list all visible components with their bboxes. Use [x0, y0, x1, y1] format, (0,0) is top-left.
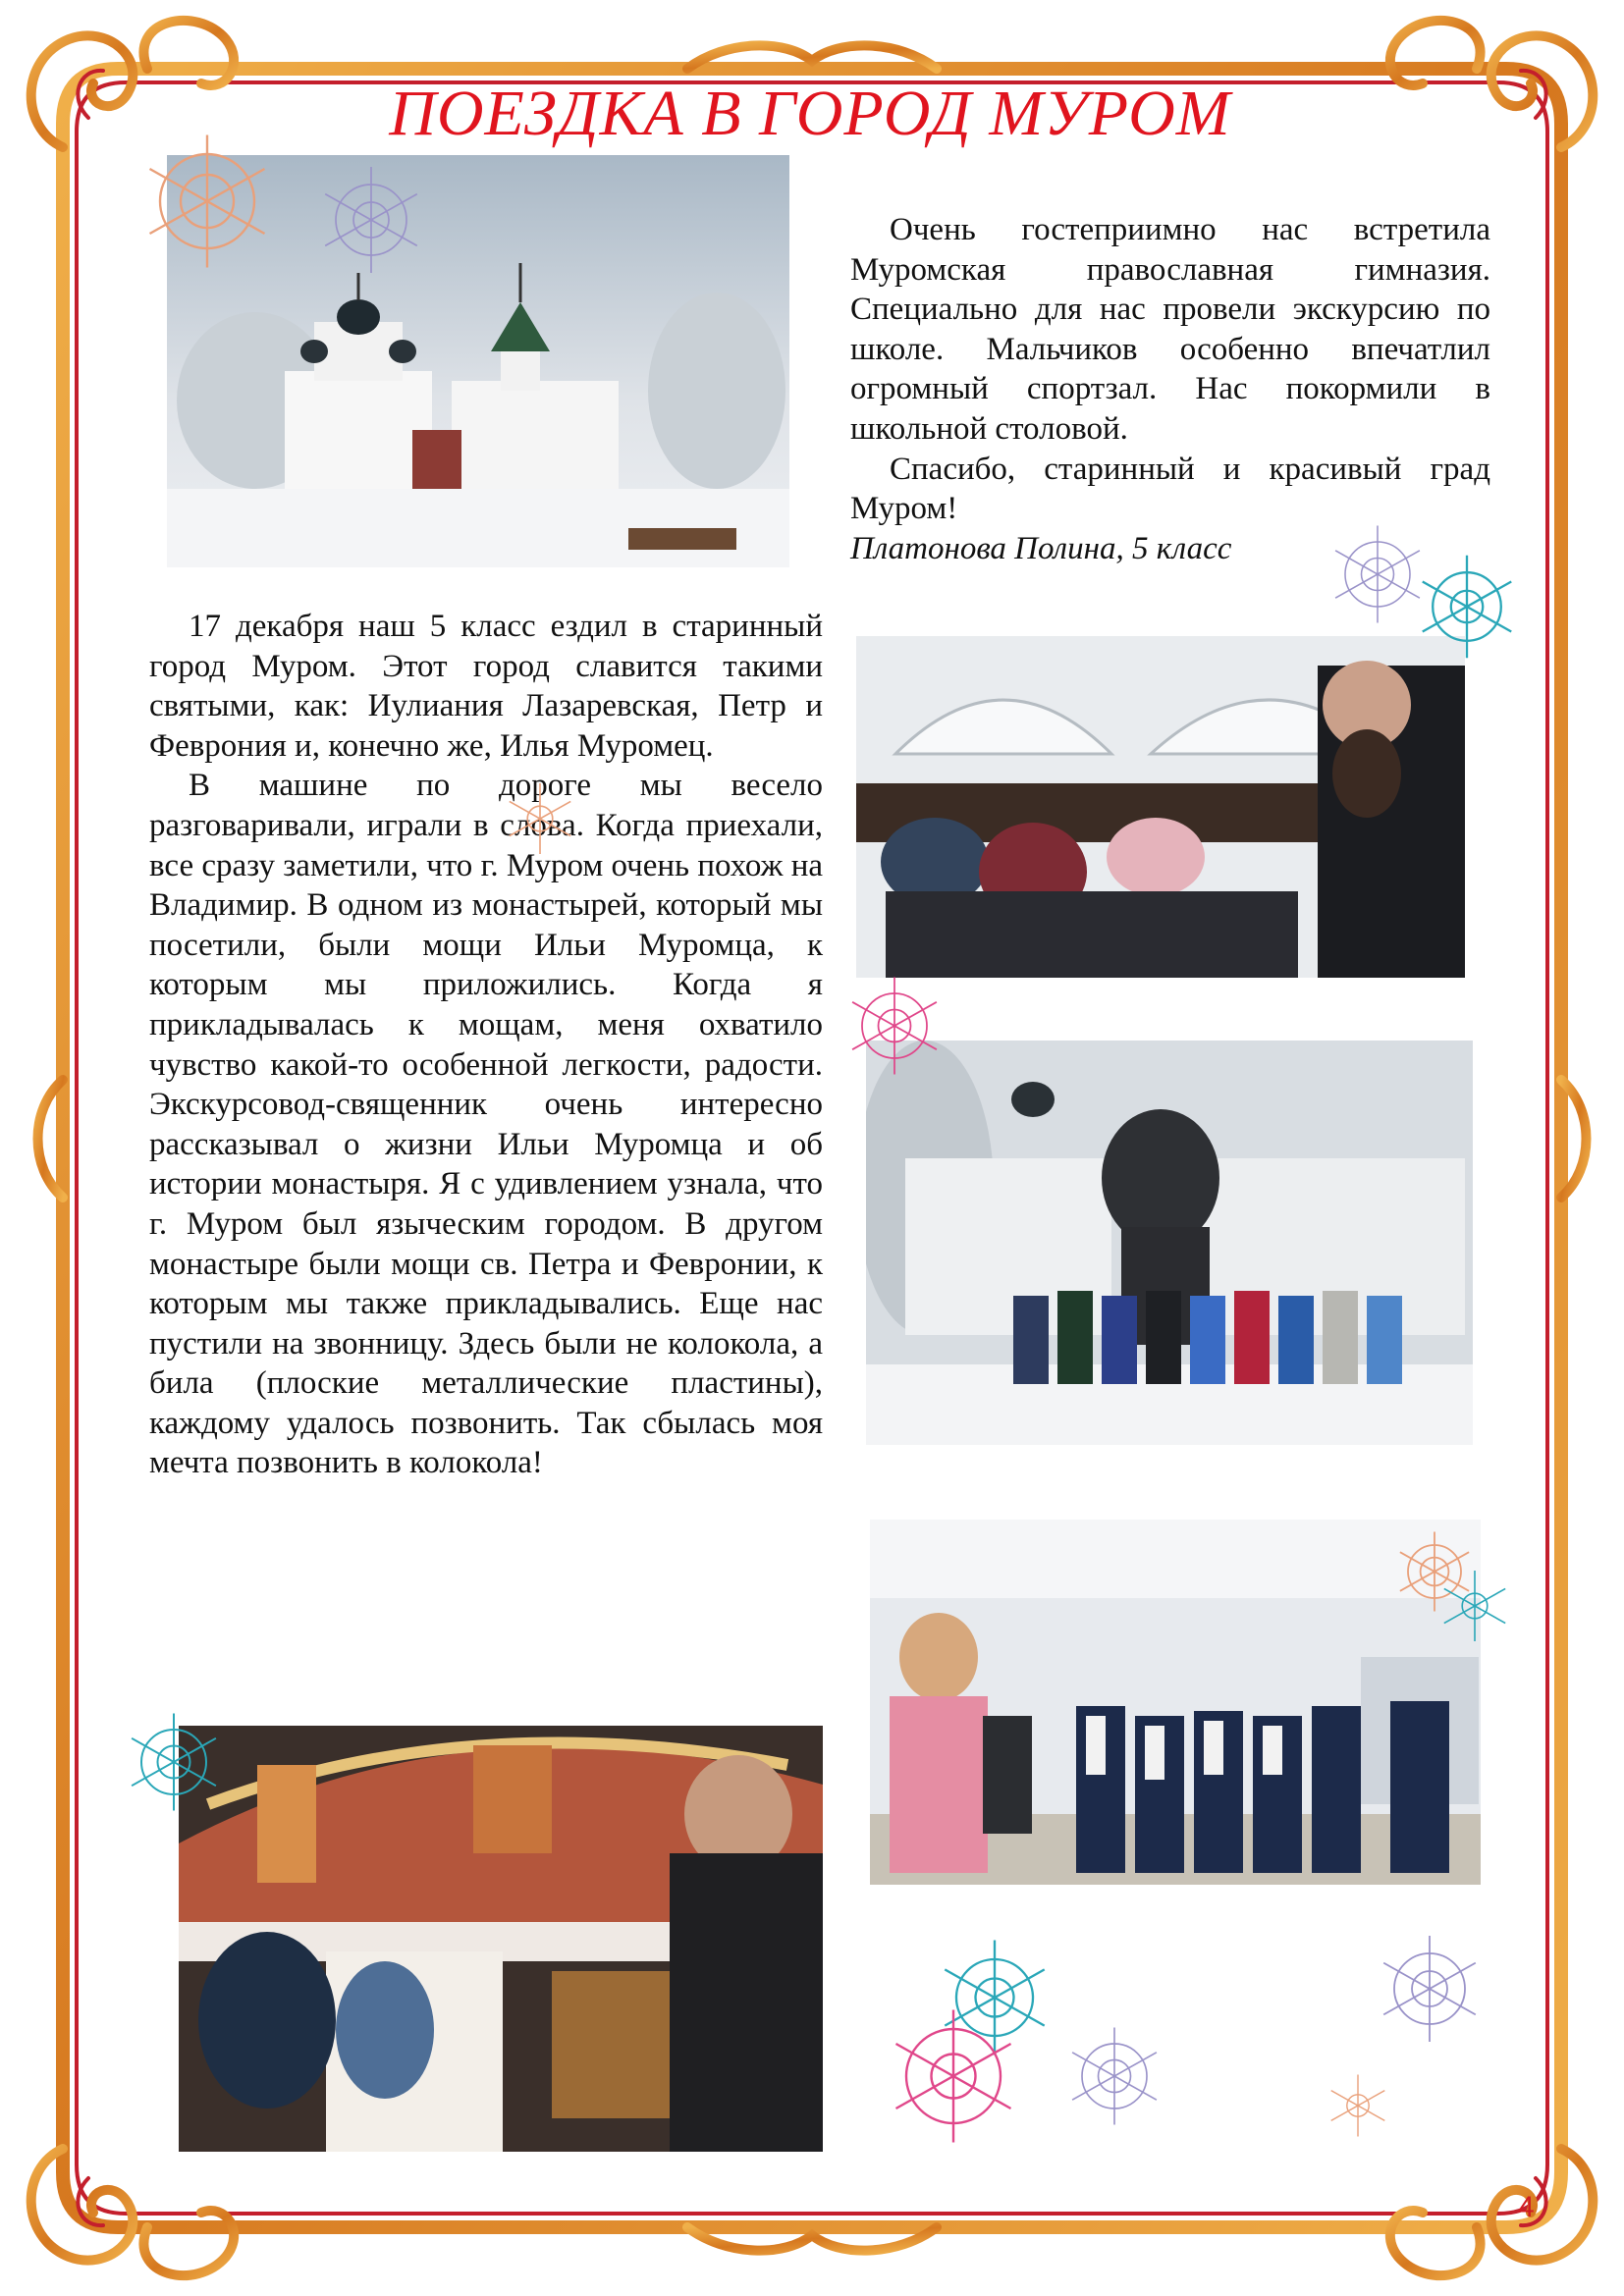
page-title: ПОЕЗДКА В ГОРОД МУРОМ	[389, 78, 1231, 149]
snowflake-icon	[1324, 2071, 1392, 2140]
article-right-column	[850, 210, 1490, 568]
snowflake-icon	[134, 128, 281, 275]
snowflake-icon	[1371, 1930, 1489, 2048]
article-signature: Платонова Полина, 5 класс	[850, 530, 1232, 566]
snowflake-icon	[1060, 2022, 1168, 2130]
article-paragraph: Очень гостеприимно нас встретила Муромская православная гимназия. Специально для нас провели экскурсию по школе. Мальчиков особенно впечатлил огромный спортзал. Нас покормили в школьной столовой.	[850, 212, 1490, 447]
snowflake-icon	[880, 2002, 1027, 2150]
photo-crypt-relics	[179, 1726, 823, 2152]
snowflake-icon	[501, 779, 579, 858]
article-left-column	[149, 607, 823, 1483]
page-number: 4	[1518, 2191, 1535, 2223]
snowflake-icon	[1435, 1567, 1514, 1645]
snowflake-icon	[1410, 550, 1524, 664]
article-paragraph: В машине по дороге мы весело разговаривали, играли в слова. Когда приехали, все сразу заметили, что г. Муром очень похож на Владимир. В одном из монастырей, который мы посетили, были мощи Ильи Муромца, к которым мы приложились. Когда я прикладывалась к мощам, меня охватило чувство какой-то особенной легкости, радости. Экскурсовод-священник очень интересно рассказывал о жизни Ильи Муромца и об истории монастыря. Я с удивлением узнала, что г. Муром был языческим городом. В другом монастыре были мощи св. Петра и Февронии, к которым мы также прикладывались. Еще нас пустили на звонницу. Здесь были не колокола, а била (плоские металлические пластины), каждому удалось позвонить. Так сбылась моя мечта позвонить в колокола!	[149, 768, 823, 1481]
snowflake-icon	[312, 161, 430, 279]
photo-group-monument	[866, 1041, 1473, 1445]
article-paragraph: 17 декабря наш 5 класс ездил в старинный город Муром. Этот город славится такими святыми, как: Иулиания Лазаревская, Петр и Феврония и, конечно же, Илья Муромец.	[149, 609, 823, 764]
photo-belfry-priest	[856, 636, 1465, 978]
snowflake-icon	[840, 972, 948, 1080]
photo-school-hall	[870, 1520, 1481, 1885]
article-paragraph: Спасибо, старинный и красивый град Муром!	[850, 451, 1490, 527]
snowflake-icon	[120, 1708, 228, 1816]
